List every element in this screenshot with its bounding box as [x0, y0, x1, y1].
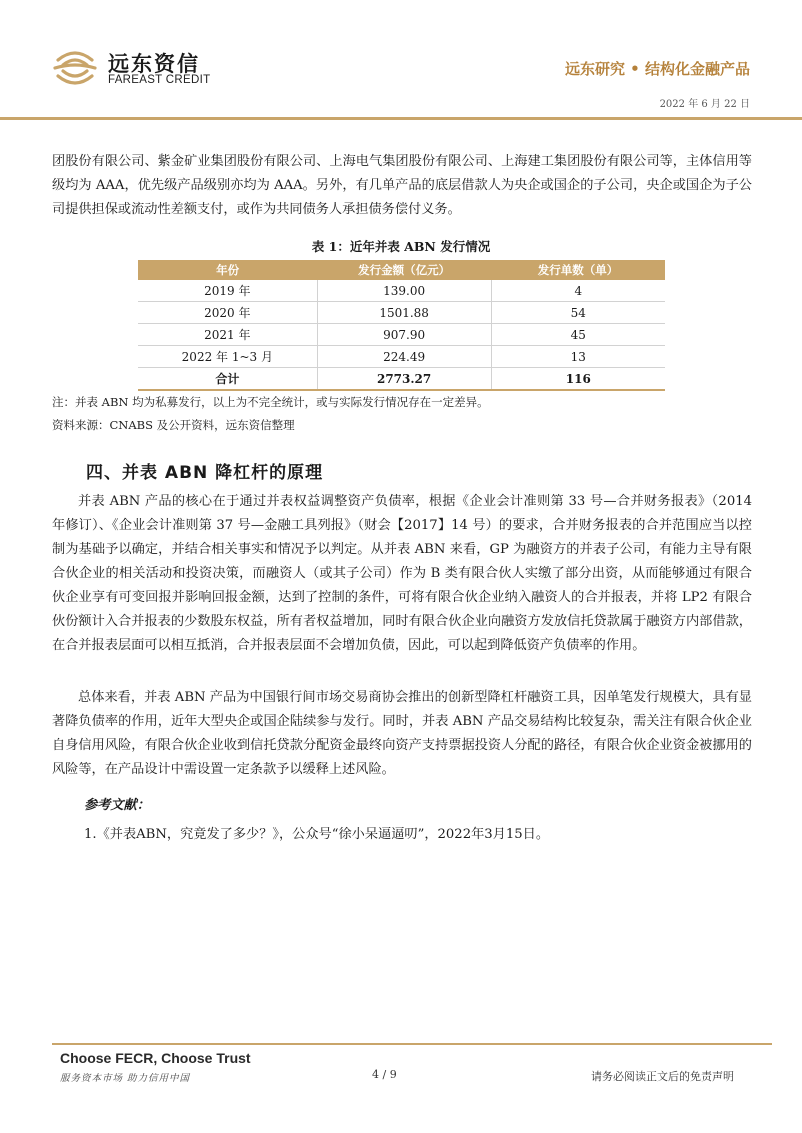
table-cell: 13 — [491, 346, 665, 368]
paragraph-2: 并表 ABN 产品的核心在于通过并表权益调整资产负债率，根据《企业会计准则第 33 号—合并财务报表》（2014 年修订）、《企业会计准则第 37 号—金融工具列报》（财会【2017】14 号）的要求，合并财务报表的合并范围应当以控制为基础予以确定，并结合相关事实和情况予以判定。从并表 ABN 来看，GP 为融资方的并表子公司，有能力主导有限合伙企业的相关活动和投资决策，而融资人（或其子公司）作为 B 类有限合伙人实缴了部分出资，从而能够通过有限合伙企业享有可变回报并影响回报金额，达到了控制的条件，可将有限合伙企业纳入融资人的合并报表，并将 LP2 有限合伙份额计入合并报表的少数股东权益，所有者权益增加，同时有限合伙企业向融资方发放信托贷款属于融资方内部借款，在合并报表层面可以相互抵消，合并报表层面不会增加负债，因此，可以起到降低资产负债率的作用。 — [52, 494, 752, 653]
references-title: 参考文献： — [84, 798, 150, 813]
table-cell: 224.49 — [317, 346, 491, 368]
table-cell: 2022 年 1~3 月 — [138, 346, 317, 368]
table-cell: 1501.88 — [317, 302, 491, 324]
table-caption: 表 1：近年并表 ABN 发行情况 — [311, 239, 491, 254]
table-cell: 合计 — [138, 368, 317, 391]
fareast-logo-icon — [52, 46, 98, 88]
table-total-row — [138, 368, 665, 391]
table-header-row — [138, 260, 665, 280]
table-cell: 2020 年 — [138, 302, 317, 324]
paragraph-1: 团股份有限公司、紫金矿业集团股份有限公司、上海电气集团股份有限公司、上海建工集团股份有限公司等，主体信用等级均为 AAA，优先级产品级别亦均为 AAA。另外，有几单产品的底层借款人为央企或国企的子公司，央企或国企为子公司提供担保或流动性差额支付，或作为共同债务人承担债务偿付义务。 — [52, 154, 752, 217]
report-date: 2022 年 6 月 22 日 — [659, 99, 750, 110]
table-cell: 45 — [491, 324, 665, 346]
page-header — [0, 0, 802, 125]
table-cell: 4 — [491, 280, 665, 302]
table-row — [138, 302, 665, 324]
table-cell: 139.00 — [317, 280, 491, 302]
table-source: 资料来源：CNABS 及公开资料，远东资信整理 — [52, 418, 295, 432]
table-cell: 2019 年 — [138, 280, 317, 302]
col-header-count: 发行单数（单） — [491, 260, 665, 280]
col-header-year: 年份 — [138, 260, 317, 280]
footer-disclaimer: 请务必阅读正文后的免责声明 — [591, 1070, 734, 1083]
logo-text-en: FAREAST CREDIT — [108, 74, 211, 86]
table-cell: 116 — [491, 368, 665, 391]
table-note: 注：并表 ABN 均为私募发行，以上为不完全统计，或与实际发行情况存在一定差异。 — [52, 395, 489, 409]
col-header-amount: 发行金额（亿元） — [317, 260, 491, 280]
header-divider — [0, 117, 802, 120]
table-row — [138, 346, 665, 368]
footer-tagline: 服务资本市场 助力信用中国 — [60, 1073, 191, 1084]
table-row — [138, 280, 665, 302]
table-cell: 54 — [491, 302, 665, 324]
footer-divider — [52, 1043, 772, 1045]
section-title: 远东研究 • 结构化金融产品 — [564, 60, 750, 78]
table-cell: 907.90 — [317, 324, 491, 346]
footer-slogan: Choose FECR, Choose Trust — [60, 1050, 251, 1066]
page-number: 4 / 9 — [372, 1068, 397, 1081]
reference-item: 1.《并表ABN，究竟发了多少？》，公众号“徐小呆逼逼叨”，2022年3月15日。 — [84, 827, 550, 842]
logo-text-cn: 远东资信 — [108, 52, 200, 76]
section-heading: 四、并表 ABN 降杠杆的原理 — [86, 463, 324, 483]
table-cell: 2021 年 — [138, 324, 317, 346]
issuance-table — [138, 260, 665, 391]
table-cell: 2773.27 — [317, 368, 491, 391]
table-row — [138, 324, 665, 346]
paragraph-3: 总体来看，并表 ABN 产品为中国银行间市场交易商协会推出的创新型降杠杆融资工具，因单笔发行规模大，具有显著降负债率的作用，近年大型央企或国企陆续参与发行。同时，并表 ABN 产品交易结构比较复杂，需关注有限合伙企业自身信用风险，有限合伙企业收到信托贷款分配资金最终向资产支持票据投资人分配的路径，有限合伙企业资金被挪用的风险等，在产品设计中需设置一定条款予以缓释上述风险。 — [52, 690, 752, 777]
